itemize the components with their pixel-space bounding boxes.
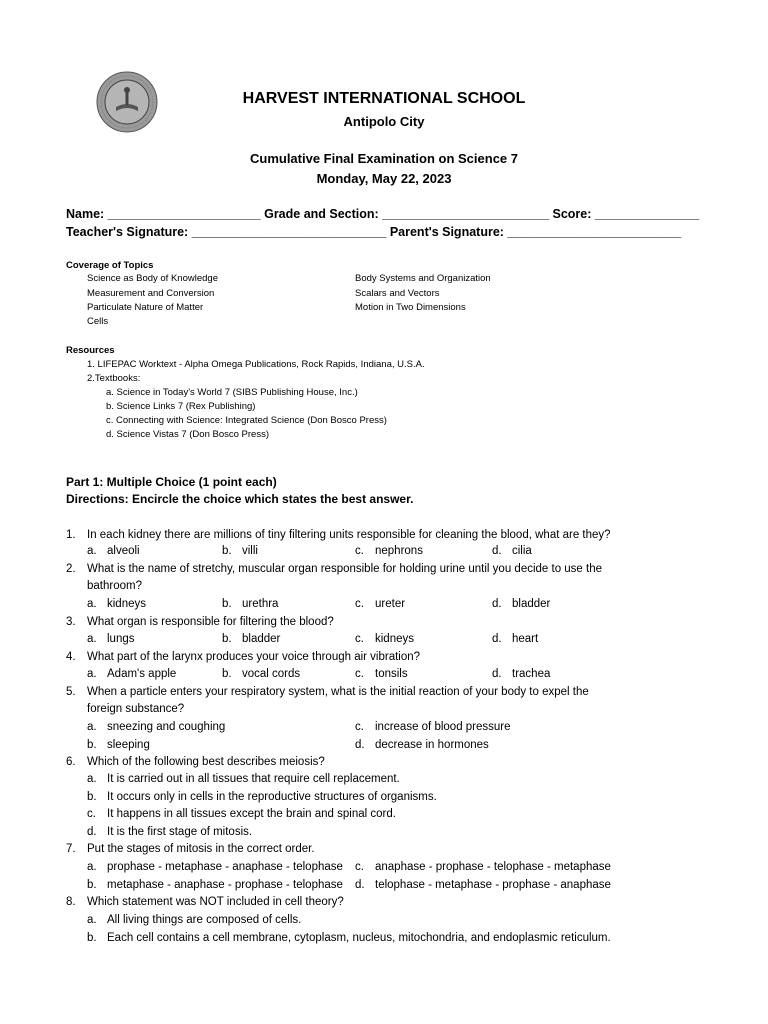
question-text: Which of the following best describes meiosis? xyxy=(87,756,325,768)
answer-option: d. heart xyxy=(492,633,539,645)
school-city: Antipolo City xyxy=(343,114,425,129)
question-number: 6. xyxy=(66,756,76,768)
answer-option: a. All living things are composed of cells. xyxy=(87,914,302,926)
answer-option: c. anaphase - prophase - telophase - metaphase xyxy=(355,861,611,873)
coverage-topic: Body Systems and Organization xyxy=(355,273,491,284)
answer-option: c. ureter xyxy=(355,598,406,610)
question-text: bathroom? xyxy=(87,580,142,592)
resource-item: 2.Textbooks: xyxy=(87,373,141,384)
question-number: 3. xyxy=(66,616,76,628)
exam-date: Monday, May 22, 2023 xyxy=(316,171,452,186)
answer-option: c. nephrons xyxy=(355,545,423,557)
question-number: 1. xyxy=(66,529,76,541)
answer-option: d. trachea xyxy=(492,668,551,680)
answer-option: a. kidneys xyxy=(87,598,146,610)
answer-option: b. sleeping xyxy=(87,739,150,751)
question-text: What is the name of stretchy, muscular organ responsible for holding urine until you decide to use the xyxy=(87,563,603,575)
coverage-topic: Measurement and Conversion xyxy=(87,288,215,299)
answer-option: a. It is carried out in all tissues that require cell replacement. xyxy=(87,773,400,785)
question-text: foreign substance? xyxy=(87,703,185,715)
resource-item: 1. LIFEPAC Worktext - Alpha Omega Publications, Rock Rapids, Indiana, U.S.A. xyxy=(87,359,425,370)
answer-option: d. decrease in hormones xyxy=(355,739,489,751)
question-text: Which statement was NOT included in cell theory? xyxy=(87,896,344,908)
school-name: HARVEST INTERNATIONAL SCHOOL xyxy=(242,90,526,107)
answer-option: d. telophase - metaphase - prophase - anaphase xyxy=(355,879,611,891)
coverage-topic: Motion in Two Dimensions xyxy=(355,302,466,313)
question-text: In each kidney there are millions of tiny filtering units responsible for cleaning the blood, what are they? xyxy=(87,529,611,541)
answer-option: b. metaphase - anaphase - prophase - telophase xyxy=(87,879,343,891)
resource-item: b. Science Links 7 (Rex Publishing) xyxy=(106,401,256,412)
answer-option: d. It is the first stage of mitosis. xyxy=(87,826,253,838)
answer-option: c. tonsils xyxy=(355,668,408,680)
resource-item: a. Science in Today's World 7 (SIBS Publishing House, Inc.) xyxy=(106,387,358,398)
signature-line: Teacher's Signature: ____________________________ Parent's Signature: _________________________ xyxy=(66,225,682,239)
answer-option: b. villi xyxy=(222,545,258,557)
question-text: What part of the larynx produces your voice through air vibration? xyxy=(87,651,421,663)
answer-option: c. It happens in all tissues except the brain and spinal cord. xyxy=(87,808,396,820)
student-info-line: Name: ______________________ Grade and Section: ________________________ Score: _______________ xyxy=(66,207,700,221)
answer-option: b. vocal cords xyxy=(222,668,301,680)
answer-option: b. urethra xyxy=(222,598,279,610)
question-number: 2. xyxy=(66,563,76,575)
answer-option: c. kidneys xyxy=(355,633,414,645)
answer-option: a. Adam's apple xyxy=(87,668,177,680)
coverage-topic: Scalars and Vectors xyxy=(355,288,440,299)
answer-option: a. prophase - metaphase - anaphase - telophase xyxy=(87,861,343,873)
question-number: 7. xyxy=(66,843,76,855)
part1-directions: Directions: Encircle the choice which states the best answer. xyxy=(66,492,414,506)
answer-option: d. cilia xyxy=(492,545,532,557)
resource-item: d. Science Vistas 7 (Don Bosco Press) xyxy=(106,429,269,440)
answer-option: a. lungs xyxy=(87,633,135,645)
question-number: 8. xyxy=(66,896,76,908)
coverage-topic: Science as Body of Knowledge xyxy=(87,273,218,284)
coverage-topic: Cells xyxy=(87,316,109,327)
answer-option: a. sneezing and coughing xyxy=(87,721,226,733)
exam-title: Cumulative Final Examination on Science 7 xyxy=(249,151,519,166)
coverage-heading: Coverage of Topics xyxy=(66,260,154,271)
question-text: Put the stages of mitosis in the correct order. xyxy=(87,843,315,855)
question-text: When a particle enters your respiratory system, what is the initial reaction of your body to expel the xyxy=(87,686,589,698)
answer-option: b. bladder xyxy=(222,633,281,645)
question-number: 4. xyxy=(66,651,76,663)
answer-option: b. Each cell contains a cell membrane, cytoplasm, nucleus, mitochondria, and endoplasmic reticulum. xyxy=(87,932,611,944)
answer-option: a. alveoli xyxy=(87,545,140,557)
resources-heading: Resources xyxy=(66,345,115,356)
coverage-topic: Particulate Nature of Matter xyxy=(87,302,204,313)
answer-option: c. increase of blood pressure xyxy=(355,721,511,733)
answer-option: d. bladder xyxy=(492,598,551,610)
question-text: What organ is responsible for filtering the blood? xyxy=(87,616,334,628)
answer-option: b. It occurs only in cells in the reproductive structures of organisms. xyxy=(87,791,437,803)
part1-title: Part 1: Multiple Choice (1 point each) xyxy=(66,475,277,489)
resource-item: c. Connecting with Science: Integrated Science (Don Bosco Press) xyxy=(106,415,387,426)
question-number: 5. xyxy=(66,686,76,698)
